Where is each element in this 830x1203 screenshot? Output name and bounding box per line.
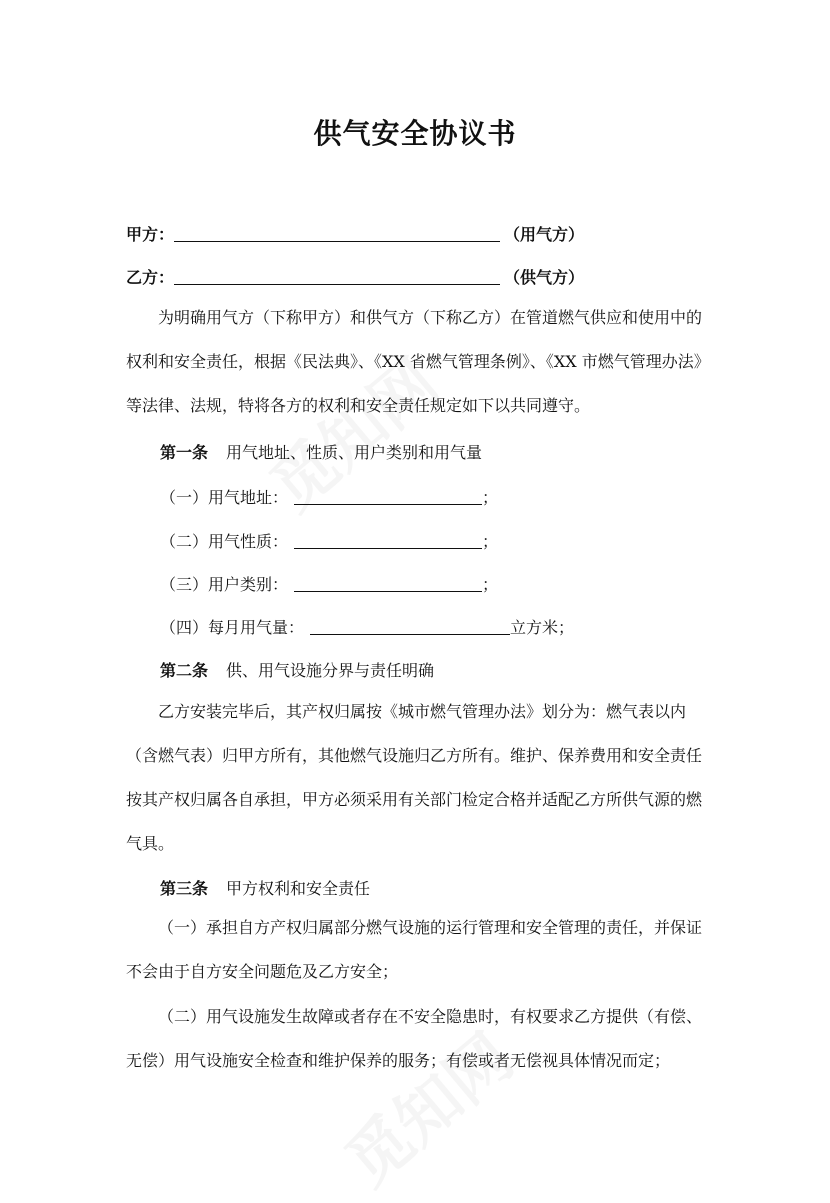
item-suffix: ； bbox=[482, 532, 499, 551]
article1-item-category bbox=[160, 572, 498, 595]
party-a-label: 甲方： bbox=[126, 225, 175, 244]
article1-item-address bbox=[160, 485, 498, 508]
party-a-role: （用气方） bbox=[504, 225, 585, 244]
article1-number: 第一条 bbox=[160, 443, 209, 462]
article2-heading bbox=[160, 658, 434, 681]
party-a-blank bbox=[174, 223, 500, 242]
category-blank bbox=[294, 573, 482, 592]
party-b-role: （供气方） bbox=[504, 268, 585, 287]
party-b-blank bbox=[174, 266, 500, 285]
article3-number: 第三条 bbox=[160, 879, 209, 898]
item-label: （一）用气地址： bbox=[160, 488, 289, 507]
article1-heading bbox=[160, 440, 482, 463]
document-title: 供气安全协议书 bbox=[313, 117, 517, 150]
item-suffix: 立方米； bbox=[510, 618, 575, 637]
party-b-row bbox=[126, 265, 584, 288]
address-blank bbox=[294, 486, 482, 505]
item-suffix: ； bbox=[482, 575, 499, 594]
intro-paragraph: 为明确用气方（下称甲方）和供气方（下称乙方）在管道燃气供应和使用中的权利和安全责任，根据《民法典》、《XX 省燃气管理条例》、《XX 市燃气管理办法》等法律、法规，特将各方的权利和安全责任规定如下以共同遵守。 bbox=[126, 308, 710, 415]
article3-clause2: （二）用气设施发生故障或者存在不安全隐患时，有权要求乙方提供（有偿、无偿）用气设施安全检查和维护保养的服务；有偿或者无偿视具体情况而定； bbox=[126, 1007, 703, 1070]
volume-blank bbox=[310, 616, 510, 635]
article2-number: 第二条 bbox=[160, 661, 209, 680]
article1-title: 用气地址、性质、用户类别和用气量 bbox=[226, 443, 483, 462]
item-suffix: ； bbox=[482, 488, 499, 507]
article2-paragraph: 乙方安装完毕后，其产权归属按《城市燃气管理办法》划分为：燃气表以内（含燃气表）归甲方所有，其他燃气设施归乙方所有。维护、保养费用和安全责任按其产权归属各自承担，甲方必须采用有关部门检定合格并适配乙方所供气源的燃气具。 bbox=[126, 702, 703, 853]
article1-item-nature bbox=[160, 529, 498, 552]
party-b-label: 乙方： bbox=[126, 268, 175, 287]
nature-blank bbox=[294, 530, 482, 549]
article3-title: 甲方权利和安全责任 bbox=[226, 879, 371, 898]
item-label: （二）用气性质： bbox=[160, 532, 289, 551]
item-label: （三）用户类别： bbox=[160, 575, 289, 594]
party-a-row bbox=[126, 222, 584, 245]
article3-heading bbox=[160, 876, 370, 899]
article3-clause1: （一）承担自方产权归属部分燃气设施的运行管理和安全管理的责任，并保证不会由于自方安全问题危及乙方安全； bbox=[126, 918, 703, 981]
item-label: （四）每月用气量： bbox=[160, 618, 305, 637]
article2-title: 供、用气设施分界与责任明确 bbox=[226, 661, 435, 680]
article1-item-volume bbox=[160, 615, 574, 638]
